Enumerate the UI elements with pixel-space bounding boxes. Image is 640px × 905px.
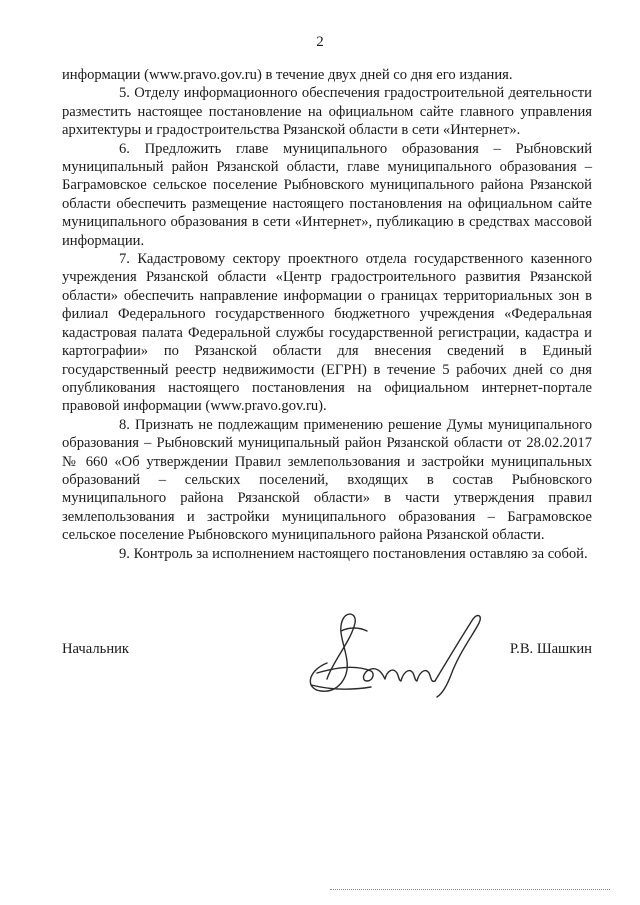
paragraph-continuation: информации (www.pravo.gov.ru) в течение двух дней со дня его издания. (62, 67, 513, 83)
handwritten-signature (287, 601, 487, 701)
paragraph-item-9: 9. Контроль за исполнением настоящего постановления оставляю за собой. (119, 545, 588, 562)
position-title: Начальник (62, 641, 130, 657)
paragraph-item-5: 5. Отделу информационного обеспечения градостроительной деятельности разместить настоящее постановление на официальном сайте главного управления архитектуры и градостроительства Рязанской области в сети «Интернет». (62, 85, 592, 139)
signer-name: Р.В. Шашкин (509, 641, 592, 657)
bottom-divider (330, 889, 610, 890)
document-body (62, 66, 592, 563)
page-number: 2 (316, 34, 324, 50)
signature-block (62, 641, 592, 701)
paragraph-item-8: 8. Признать не подлежащим применению решение Думы муниципального образования – Рыбновский муниципальный район Рязанской области от 28.02.2017 № 660 «Об утверждении Правил землепользования и застройки муниципальных образований – сельских поселений, входящих в состав Рыбновского муниципального района Рязанской области» в части утверждения правил землепользования и застройки муниципального образования – Баграмовское сельское поселение Рыбновского муниципального района Рязанской области. (62, 416, 592, 544)
paragraph-item-6: 6. Предложить главе муниципального образования – Рыбновский муниципальный район Рязанской области, главе муниципального образования – Баграмовское сельское поселение Рыбновского муниципального района Рязанской области обеспечить размещение настоящего постановления на официальном сайте муниципального образования в сети «Интернет», публикацию в средствах массовой информации. (62, 140, 592, 249)
paragraph-item-7: 7. Кадастровому сектору проектного отдела государственного казенного учреждения Рязанской области «Центр градостроительного развития Рязанской области» обеспечить направление информации о границах территориальных зон в филиал Федерального государственного бюджетного учреждения «Федеральная кадастровая палата Федеральной службы государственной регистрации, кадастра и картографии» по Рязанской области для внесения сведений в Единый государственный реестр недвижимости (ЕГРН) в течение 5 рабочих дней со дня опубликования настоящего постановления на официальном интернет-портале правовой информации (www.pravo.gov.ru). (62, 251, 592, 415)
